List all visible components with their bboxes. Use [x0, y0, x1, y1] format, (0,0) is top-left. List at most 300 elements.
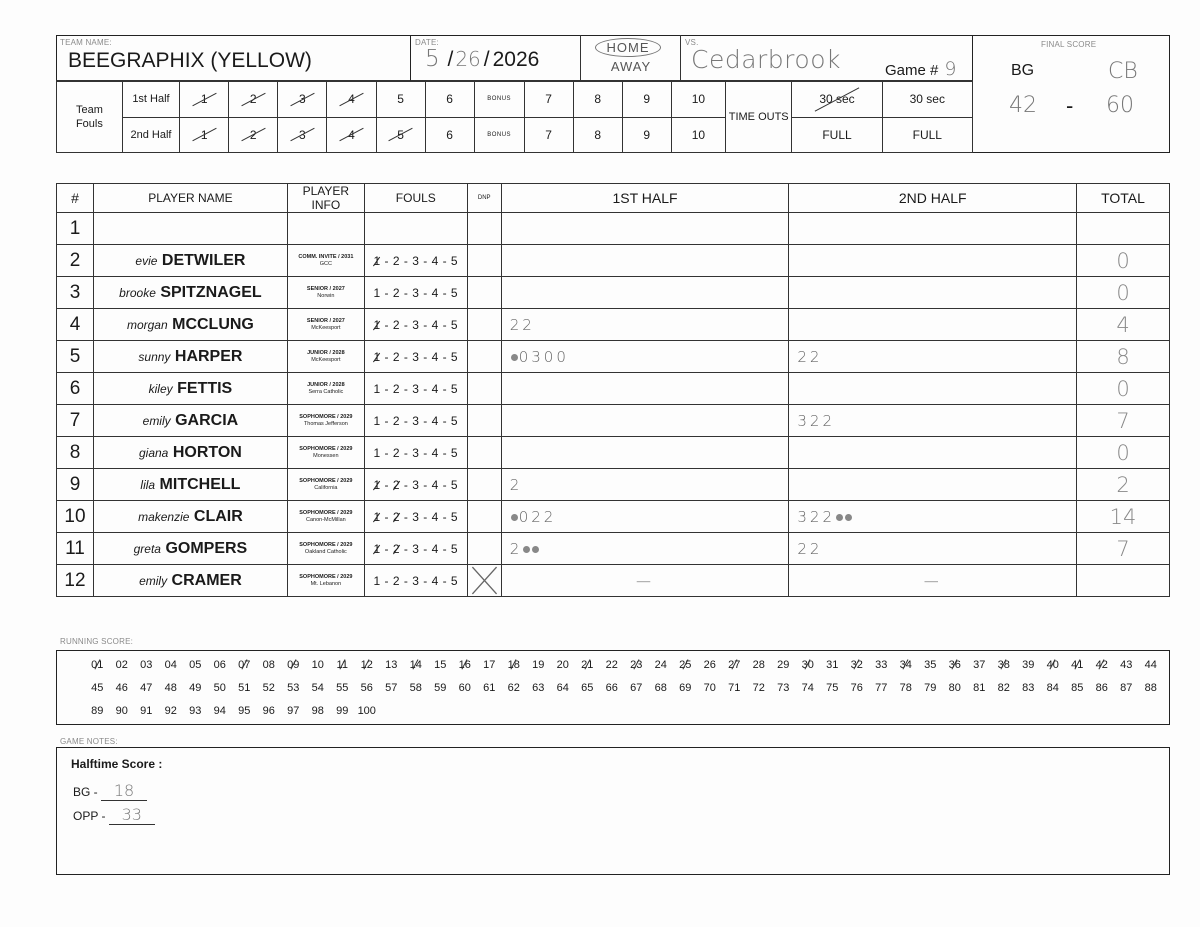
team-foul-cell[interactable]: 8	[573, 82, 622, 118]
running-score-number[interactable]: 23	[624, 654, 649, 676]
running-score-number[interactable]: 14	[404, 654, 429, 676]
team-foul-cell[interactable]: 1	[180, 82, 229, 118]
running-score-number[interactable]: 99	[336, 705, 349, 717]
running-score-number[interactable]: 54	[311, 682, 324, 694]
second-half-scoring[interactable]	[789, 437, 1077, 469]
running-score-box	[56, 650, 1170, 725]
made-free-throw-dot	[511, 514, 518, 521]
running-score-number[interactable]: 11	[330, 654, 355, 676]
player-fouls[interactable]: 1 - 2 - 3 - 4 - 5	[364, 501, 467, 533]
foul-mark: 4	[431, 445, 439, 460]
player-number: 12	[57, 565, 94, 597]
team-foul-cell[interactable]: 10	[671, 117, 725, 153]
player-last-name: GOMPERS	[165, 539, 248, 557]
player-class-year: SOPHOMORE / 2029	[299, 413, 353, 420]
team-foul-cell[interactable]: 4	[327, 117, 376, 153]
player-total	[1077, 213, 1170, 245]
running-score-number[interactable]: 19	[532, 659, 545, 671]
running-score-number[interactable]: 94	[213, 705, 226, 717]
running-score-number[interactable]: 28	[752, 659, 765, 671]
team-fouls-row	[57, 117, 973, 153]
second-half-scoring[interactable]	[789, 245, 1077, 277]
running-score-number[interactable]: 62	[507, 682, 520, 694]
player-school: California	[314, 484, 338, 491]
first-half-scoring[interactable]	[501, 405, 789, 437]
opponent-name: Cedarbrook	[691, 45, 841, 74]
half-label: 2nd Half	[122, 117, 179, 153]
player-number: 10	[57, 501, 94, 533]
dnp-cell[interactable]	[467, 341, 501, 373]
player-total: 0	[1077, 373, 1170, 405]
dnp-cell[interactable]	[467, 373, 501, 405]
running-score-number[interactable]: 55	[336, 682, 349, 694]
running-score-number[interactable]: 18	[502, 654, 527, 676]
foul-mark: 3	[412, 285, 420, 300]
player-name	[93, 277, 287, 309]
running-score-number[interactable]: 02	[115, 659, 128, 671]
running-score-number[interactable]: 64	[556, 682, 569, 694]
running-score-number[interactable]: 29	[777, 659, 790, 671]
foul-mark: 2	[392, 477, 401, 492]
running-score-number[interactable]: 37	[973, 659, 986, 671]
running-score-number[interactable]: 85	[1071, 682, 1084, 694]
running-score-number[interactable]: 25	[673, 654, 698, 676]
player-info	[287, 309, 364, 341]
running-score-number[interactable]: 01	[85, 654, 110, 676]
dnp-cell[interactable]	[467, 277, 501, 309]
running-score-number[interactable]: 63	[532, 682, 545, 694]
player-first-name: greta	[133, 541, 161, 556]
foul-mark: 2	[392, 509, 401, 524]
running-score-number[interactable]: 56	[360, 682, 373, 694]
timeout-cell[interactable]: 30 sec	[882, 82, 972, 118]
home-away-cell	[581, 35, 681, 81]
player-school: Monessen	[313, 452, 339, 459]
first-half-scoring[interactable]	[501, 373, 789, 405]
player-school: Norwin	[317, 292, 335, 299]
foul-mark: 5	[450, 477, 459, 492]
first-half-scoring[interactable]	[501, 341, 789, 373]
team-foul-cell[interactable]: 7	[524, 82, 573, 118]
player-first-name: emily	[139, 573, 168, 588]
team-foul-cell[interactable]: 6	[425, 82, 474, 118]
team-foul-cell[interactable]: 8	[573, 117, 622, 153]
running-score-number[interactable]: 89	[91, 705, 104, 717]
foul-mark: 3	[412, 509, 420, 524]
running-score-number[interactable]: 36	[943, 654, 968, 676]
running-score-number[interactable]: 69	[679, 682, 692, 694]
running-score-number[interactable]: 98	[311, 705, 324, 717]
final-score-cell	[973, 35, 1170, 153]
player-class-year: SENIOR / 2027	[306, 285, 345, 292]
foul-mark: 5	[450, 573, 459, 588]
running-score-number[interactable]: 46	[115, 682, 128, 694]
player-fouls[interactable]: 1 - 2 - 3 - 4 - 5	[364, 533, 467, 565]
running-score-number[interactable]: 27	[722, 654, 747, 676]
player-number: 7	[57, 405, 94, 437]
bonus-cell[interactable]: BONUS	[474, 117, 524, 153]
foul-mark: 5	[450, 349, 459, 364]
foul-mark: 3	[412, 349, 420, 364]
running-score-number[interactable]: 93	[189, 705, 202, 717]
player-first-name: makenzie	[138, 509, 190, 524]
running-score-number[interactable]: 04	[164, 659, 177, 671]
running-score-number[interactable]: 40	[1041, 654, 1066, 676]
fouls-header: FOULS	[364, 184, 467, 213]
player-fouls[interactable]: 1 - 2 - 3 - 4 - 5	[364, 277, 467, 309]
player-info	[287, 341, 364, 373]
first-half-scoring[interactable]	[501, 245, 789, 277]
foul-mark: 4	[431, 509, 439, 524]
timeout-cell[interactable]: 30 sec	[792, 82, 882, 118]
running-score-number[interactable]: 09	[281, 654, 306, 676]
team-abbr: BG	[1011, 62, 1035, 79]
player-total: 4	[1077, 309, 1170, 341]
running-score-number[interactable]: 68	[654, 682, 667, 694]
opp-halftime-score: 33	[109, 805, 155, 825]
dnp-cell[interactable]	[467, 213, 501, 245]
player-fouls[interactable]: 1 - 2 - 3 - 4 - 5	[364, 469, 467, 501]
foul-mark: 5	[450, 445, 459, 460]
foul-mark: 4	[431, 381, 439, 396]
player-row	[57, 341, 1170, 373]
running-score-caption: RUNNING SCORE:	[60, 637, 134, 646]
player-school: GCC	[319, 260, 332, 267]
running-score-number[interactable]: 42	[1090, 654, 1115, 676]
running-score-number[interactable]: 86	[1095, 682, 1108, 694]
date-year: 2026	[492, 48, 540, 71]
second-half-scoring[interactable]	[789, 405, 1077, 437]
running-score-number[interactable]: 15	[434, 659, 447, 671]
running-score-number[interactable]: 47	[140, 682, 153, 694]
player-last-name: HORTON	[172, 443, 242, 461]
running-score-number[interactable]: 78	[899, 682, 912, 694]
running-score-number[interactable]: 50	[213, 682, 226, 694]
running-score-number[interactable]: 43	[1120, 659, 1133, 671]
dnp-cell[interactable]	[467, 533, 501, 565]
running-score-number[interactable]: 97	[287, 705, 300, 717]
first-half-scoring[interactable]	[501, 501, 789, 533]
running-score-number[interactable]: 24	[654, 659, 667, 671]
running-score-number[interactable]: 33	[875, 659, 888, 671]
player-fouls[interactable]	[364, 213, 467, 245]
running-score-number[interactable]: 13	[385, 659, 398, 671]
timeout-cell[interactable]: FULL	[792, 117, 882, 153]
foul-mark: 3	[412, 413, 420, 428]
player-fouls[interactable]: 1 - 2 - 3 - 4 - 5	[364, 437, 467, 469]
second-half-scoring[interactable]	[789, 213, 1077, 245]
dnp-cell[interactable]	[467, 245, 501, 277]
second-half-scoring[interactable]	[789, 309, 1077, 341]
foul-mark: 4	[431, 541, 439, 556]
running-score-number[interactable]: 32	[845, 654, 870, 676]
dnp-cell[interactable]	[467, 405, 501, 437]
running-score-number[interactable]: 03	[140, 659, 153, 671]
player-total: 7	[1077, 405, 1170, 437]
player-name	[93, 501, 287, 533]
scoring-tally: 322	[797, 507, 836, 526]
running-score-number[interactable]: 96	[262, 705, 275, 717]
running-score-number[interactable]: 39	[1022, 659, 1035, 671]
game-notes-box	[56, 747, 1170, 875]
team-foul-cell[interactable]: 2	[229, 82, 278, 118]
dnp-cell[interactable]	[467, 501, 501, 533]
running-score-number[interactable]: 53	[287, 682, 300, 694]
player-fouls[interactable]: 1 - 2 - 3 - 4 - 5	[364, 245, 467, 277]
running-score-number[interactable]: 83	[1022, 682, 1035, 694]
running-score-number[interactable]: 12	[355, 654, 380, 676]
team-foul-cell[interactable]: 9	[622, 117, 671, 153]
team-foul-cell[interactable]: 3	[278, 117, 327, 153]
team-foul-cell[interactable]: 7	[524, 117, 573, 153]
first-half-scoring[interactable]	[501, 469, 789, 501]
running-score-number[interactable]: 72	[752, 682, 765, 694]
dnp-x-mark	[468, 565, 501, 596]
date-cell: DATE: 5 / 26 / 2026	[411, 35, 581, 81]
scoring-tally: —	[923, 571, 942, 590]
foul-mark: 1	[373, 349, 381, 364]
running-score-number[interactable]: 82	[997, 682, 1010, 694]
scoring-tally: 22	[797, 347, 823, 366]
player-info-header: PLAYER INFO	[287, 184, 364, 213]
second-half-scoring[interactable]	[789, 341, 1077, 373]
running-score-number[interactable]: 10	[311, 659, 324, 671]
running-score-number[interactable]: 92	[164, 705, 177, 717]
made-free-throw-dot	[523, 546, 530, 553]
player-school: Oakland Catholic	[304, 548, 347, 555]
foul-mark: 1	[373, 413, 381, 428]
player-first-name: brooke	[119, 285, 156, 300]
running-score-number[interactable]: 45	[91, 682, 104, 694]
running-score-number[interactable]: 58	[409, 682, 422, 694]
team-foul-cell[interactable]: 3	[278, 82, 327, 118]
first-half-scoring[interactable]	[501, 277, 789, 309]
running-score-number[interactable]: 26	[703, 659, 716, 671]
running-score-number[interactable]: 44	[1144, 659, 1157, 671]
running-score-number[interactable]: 87	[1120, 682, 1133, 694]
player-row	[57, 565, 1170, 597]
running-score-number[interactable]: 100	[357, 705, 376, 717]
team-foul-cell[interactable]: 9	[622, 82, 671, 118]
first-half-scoring[interactable]	[501, 213, 789, 245]
team-name: BEEGRAPHIX (YELLOW)	[68, 49, 312, 72]
bonus-cell[interactable]: BONUS	[474, 82, 524, 118]
player-last-name: MCCLUNG	[172, 315, 254, 333]
running-score-number[interactable]: 74	[801, 682, 814, 694]
player-total: 8	[1077, 341, 1170, 373]
player-fouls[interactable]: 1 - 2 - 3 - 4 - 5	[364, 373, 467, 405]
player-row	[57, 373, 1170, 405]
running-score-number[interactable]: 31	[826, 659, 839, 671]
player-first-name: giana	[138, 445, 169, 460]
running-score-number[interactable]: 73	[777, 682, 790, 694]
running-score-number[interactable]: 59	[434, 682, 447, 694]
player-fouls[interactable]: 1 - 2 - 3 - 4 - 5	[364, 309, 467, 341]
bg-halftime-label: BG -	[73, 785, 98, 799]
player-class-year: SOPHOMORE / 2029	[299, 573, 353, 580]
timeouts-label: TIME OUTS	[725, 82, 791, 153]
team-name-cell	[56, 35, 411, 81]
running-score-number[interactable]: 88	[1144, 682, 1157, 694]
second-half-scoring[interactable]	[789, 277, 1077, 309]
player-school: McKeesport	[311, 356, 341, 363]
running-score-number[interactable]: 57	[385, 682, 398, 694]
foul-mark: 5	[450, 413, 459, 428]
second-half-scoring[interactable]	[789, 533, 1077, 565]
team-foul-cell[interactable]: 10	[671, 82, 725, 118]
second-half-scoring[interactable]	[789, 501, 1077, 533]
player-info	[287, 405, 364, 437]
player-info	[287, 565, 364, 597]
foul-mark: 3	[412, 573, 420, 588]
player-row	[57, 469, 1170, 501]
running-score-number[interactable]: 91	[140, 705, 153, 717]
running-score-number[interactable]: 95	[238, 705, 251, 717]
running-score-number[interactable]: 17	[483, 659, 496, 671]
running-score-number[interactable]: 16	[453, 654, 478, 676]
scoring-tally: 22	[797, 539, 823, 558]
team-fouls-table	[56, 81, 973, 153]
foul-mark: 2	[392, 445, 401, 460]
player-fouls[interactable]: 1 - 2 - 3 - 4 - 5	[364, 341, 467, 373]
running-score-number[interactable]: 05	[189, 659, 202, 671]
running-score-number[interactable]: 51	[238, 682, 251, 694]
running-score-number[interactable]: 80	[948, 682, 961, 694]
running-score-number[interactable]: 41	[1065, 654, 1090, 676]
foul-mark: 2	[392, 541, 401, 556]
player-info	[287, 533, 364, 565]
running-score-number[interactable]: 90	[115, 705, 128, 717]
timeout-cell[interactable]: FULL	[882, 117, 972, 153]
second-half-scoring[interactable]	[789, 565, 1077, 597]
running-score-number[interactable]: 52	[262, 682, 275, 694]
halftime-label: Halftime Score :	[71, 757, 163, 771]
player-first-name: sunny	[138, 349, 171, 364]
running-score-number[interactable]: 79	[924, 682, 937, 694]
running-score-number[interactable]: 34	[894, 654, 919, 676]
foul-mark: 4	[431, 573, 439, 588]
second-half-scoring[interactable]	[789, 373, 1077, 405]
half-label: 1st Half	[122, 82, 179, 118]
first-half-scoring[interactable]	[501, 533, 789, 565]
running-score-number[interactable]: 08	[262, 659, 275, 671]
first-half-scoring[interactable]	[501, 309, 789, 341]
player-fouls[interactable]: 1 - 2 - 3 - 4 - 5	[364, 405, 467, 437]
player-last-name: CLAIR	[193, 507, 243, 525]
player-school: Mt. Lebanon	[310, 580, 342, 587]
team-foul-cell[interactable]: 4	[327, 82, 376, 118]
running-score-number[interactable]: 22	[605, 659, 618, 671]
foul-mark: 2	[392, 413, 401, 428]
dnp-cell[interactable]	[467, 469, 501, 501]
player-name	[93, 533, 287, 565]
running-score-number[interactable]: 76	[850, 682, 863, 694]
dnp-cell[interactable]	[467, 309, 501, 341]
player-info	[287, 501, 364, 533]
player-name	[93, 373, 287, 405]
team-foul-cell[interactable]: 5	[376, 82, 425, 118]
total-header: TOTAL	[1077, 184, 1170, 213]
running-score-number[interactable]: 49	[189, 682, 202, 694]
scoring-tally: 0300	[518, 347, 569, 366]
player-last-name: HARPER	[174, 347, 243, 365]
team-foul-cell[interactable]: 2	[229, 117, 278, 153]
running-score-number[interactable]: 65	[581, 682, 594, 694]
running-score-number[interactable]: 61	[483, 682, 496, 694]
game-number: 9	[938, 58, 962, 81]
running-score-number[interactable]: 21	[575, 654, 600, 676]
team-foul-cell[interactable]: 1	[180, 117, 229, 153]
player-row	[57, 213, 1170, 245]
player-row	[57, 309, 1170, 341]
running-score-number[interactable]: 70	[703, 682, 716, 694]
running-score-number[interactable]: 77	[875, 682, 888, 694]
running-score-number[interactable]: 81	[973, 682, 986, 694]
foul-mark: 3	[412, 477, 420, 492]
running-score-number[interactable]: 30	[796, 654, 821, 676]
player-name-header: PLAYER NAME	[93, 184, 287, 213]
second-half-header: 2ND HALF	[789, 184, 1077, 213]
player-row	[57, 277, 1170, 309]
player-total: 0	[1077, 245, 1170, 277]
foul-mark: 1	[373, 541, 381, 556]
num-header: #	[57, 184, 94, 213]
dnp-cell[interactable]	[467, 437, 501, 469]
running-score-number[interactable]: 66	[605, 682, 618, 694]
running-score-number[interactable]: 20	[556, 659, 569, 671]
player-school: Serra Catholic	[308, 388, 344, 395]
player-name	[93, 469, 287, 501]
running-score-number[interactable]: 38	[992, 654, 1017, 676]
foul-mark: 5	[450, 541, 459, 556]
player-info	[287, 213, 364, 245]
game-notes-caption: GAME NOTES:	[60, 737, 118, 746]
dnp-cell[interactable]	[467, 565, 501, 597]
running-score-number[interactable]: 67	[630, 682, 643, 694]
opp-final-score: 60	[1106, 93, 1134, 118]
running-score-number[interactable]: 06	[213, 659, 226, 671]
player-number: 3	[57, 277, 94, 309]
first-half-scoring[interactable]	[501, 437, 789, 469]
running-score-number[interactable]: 75	[826, 682, 839, 694]
player-name	[93, 245, 287, 277]
running-score-number[interactable]: 48	[164, 682, 177, 694]
scoring-tally: 022	[518, 507, 557, 526]
player-fouls[interactable]: 1 - 2 - 3 - 4 - 5	[364, 565, 467, 597]
running-score-number[interactable]: 84	[1046, 682, 1059, 694]
running-score-number[interactable]: 60	[458, 682, 471, 694]
running-score-number[interactable]: 07	[232, 654, 257, 676]
player-total: 7	[1077, 533, 1170, 565]
running-score-number[interactable]: 35	[924, 659, 937, 671]
running-score-number[interactable]: 71	[728, 682, 741, 694]
first-half-scoring[interactable]	[501, 565, 789, 597]
foul-mark: 3	[412, 381, 420, 396]
player-name	[93, 309, 287, 341]
player-number: 6	[57, 373, 94, 405]
team-foul-cell[interactable]: 6	[425, 117, 474, 153]
player-name	[93, 565, 287, 597]
team-foul-cell[interactable]: 5	[376, 117, 425, 153]
second-half-scoring[interactable]	[789, 469, 1077, 501]
player-total: 14	[1077, 501, 1170, 533]
player-total: 0	[1077, 437, 1170, 469]
player-first-name: emily	[142, 413, 171, 428]
player-class-year: JUNIOR / 2028	[307, 381, 345, 388]
foul-mark: 2	[392, 285, 401, 300]
player-class-year: SOPHOMORE / 2029	[299, 509, 353, 516]
player-last-name: DETWILER	[161, 251, 246, 269]
